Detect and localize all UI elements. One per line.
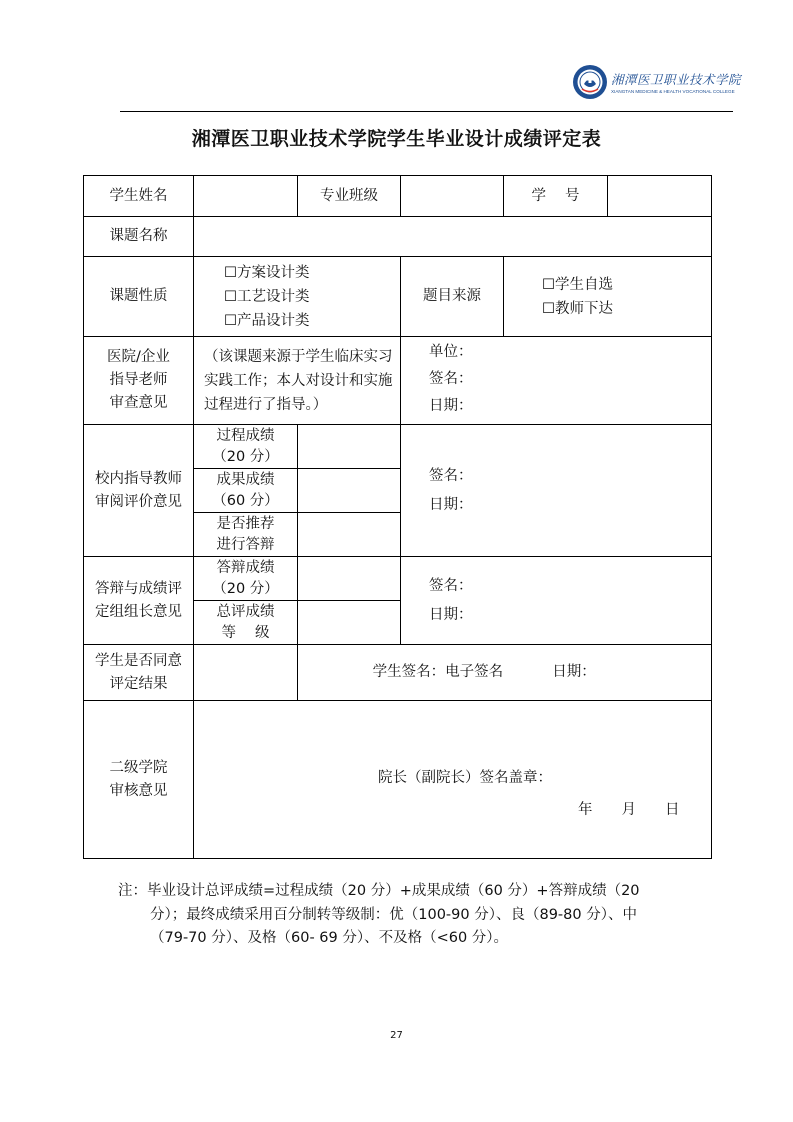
major-class-cell[interactable] xyxy=(401,176,504,217)
checkbox-product-design[interactable]: ☐产品设计类 xyxy=(224,312,310,329)
table-row xyxy=(84,257,712,337)
date-ymd-label: 年 月 日 xyxy=(578,802,680,818)
student-date-label: 日期： xyxy=(552,664,596,680)
sign-label: 签名： xyxy=(429,371,473,387)
student-signature-label: 学生签名：电子签名 xyxy=(372,664,504,680)
topic-name-label: 课题名称 xyxy=(84,217,194,257)
note-line: 分）；最终成绩采用百分制转等级制：优（100-90 分）、良（89-80 分）、中 xyxy=(150,906,637,923)
student-no-label: 学 号 xyxy=(504,176,608,217)
school-teacher-signature[interactable] xyxy=(401,425,712,557)
table-row xyxy=(84,425,712,469)
note-line: （79-70 分）、及格（60- 69 分）、不及格（<60 分）。 xyxy=(150,930,509,946)
hospital-advisor-signature[interactable] xyxy=(401,337,712,425)
table-row xyxy=(84,176,712,217)
topic-source-options xyxy=(504,257,712,337)
college-seal-icon xyxy=(572,64,608,100)
table-row xyxy=(84,645,712,701)
major-class-label: 专业班级 xyxy=(298,176,401,217)
date-label: 日期： xyxy=(429,606,473,623)
page-title: 湘潭医卫职业技术学院学生毕业设计成绩评定表 xyxy=(191,128,602,150)
recommend-defense-cell[interactable] xyxy=(298,513,401,557)
unit-label: 单位： xyxy=(429,344,473,360)
college-review-label: 二级学院 审核意见 xyxy=(84,701,194,859)
student-name-cell[interactable] xyxy=(194,176,298,217)
topic-source-label: 题目来源 xyxy=(401,257,504,337)
table-row xyxy=(84,701,712,859)
topic-name-cell[interactable] xyxy=(194,217,712,257)
sign-label: 签名： xyxy=(429,467,473,484)
table-row xyxy=(84,337,712,425)
college-review-cell[interactable] xyxy=(194,701,712,859)
college-logo xyxy=(572,64,741,100)
school-teacher-label: 校内指导教师 审阅评价意见 xyxy=(84,425,194,557)
note-line: 注：毕业设计总评成绩=过程成绩（20 分）+成果成绩（60 分）+答辩成绩（20 xyxy=(118,883,640,899)
grade-evaluation-table xyxy=(83,175,712,859)
checkbox-process-design[interactable]: ☐工艺设计类 xyxy=(224,288,310,305)
hospital-advisor-statement: （该课题来源于学生临床实习实践工作；本人对设计和实施过程进行了指导。） xyxy=(194,337,401,425)
logo-english-name: XIANGTAN MEDICINE & HEALTH VOCATIONAL COLLEGE xyxy=(611,89,735,94)
checkbox-student-choice[interactable]: ☐学生自选 xyxy=(542,276,613,293)
student-no-cell[interactable] xyxy=(608,176,712,217)
student-agree-label: 学生是否同意 评定结果 xyxy=(84,645,194,701)
total-score-label: 总评成绩 等 级 xyxy=(194,601,298,645)
table-row xyxy=(84,217,712,257)
logo-chinese-name: 湘潭医卫职业技术学院 xyxy=(611,72,742,87)
hospital-advisor-label: 医院/企业 指导老师 审查意见 xyxy=(84,337,194,425)
recommend-defense-label: 是否推荐 进行答辩 xyxy=(194,513,298,557)
result-score-cell[interactable] xyxy=(298,469,401,513)
student-agree-cell[interactable] xyxy=(194,645,298,701)
student-signature-cell[interactable] xyxy=(298,645,712,701)
defense-score-label: 答辩成绩 （20 分） xyxy=(194,557,298,601)
defense-group-signature[interactable] xyxy=(401,557,712,645)
defense-score-cell[interactable] xyxy=(298,557,401,601)
total-score-cell[interactable] xyxy=(298,601,401,645)
dean-signature-label: 院长（副院长）签名盖章： xyxy=(378,770,552,786)
defense-group-label: 答辩与成绩评 定组组长意见 xyxy=(84,557,194,645)
checkbox-scheme-design[interactable]: ☐方案设计类 xyxy=(224,264,310,281)
topic-nature-options xyxy=(194,257,401,337)
page-number: 27 xyxy=(390,1030,403,1041)
table-row xyxy=(84,557,712,601)
header-divider xyxy=(120,111,733,112)
sign-label: 签名： xyxy=(429,577,473,594)
footnote xyxy=(118,880,690,951)
topic-nature-label: 课题性质 xyxy=(84,257,194,337)
process-score-label: 过程成绩 （20 分） xyxy=(194,425,298,469)
student-name-label: 学生姓名 xyxy=(84,176,194,217)
date-label: 日期： xyxy=(429,398,473,414)
checkbox-teacher-assigned[interactable]: ☐教师下达 xyxy=(542,300,613,317)
result-score-label: 成果成绩 （60 分） xyxy=(194,469,298,513)
date-label: 日期： xyxy=(429,496,473,513)
process-score-cell[interactable] xyxy=(298,425,401,469)
